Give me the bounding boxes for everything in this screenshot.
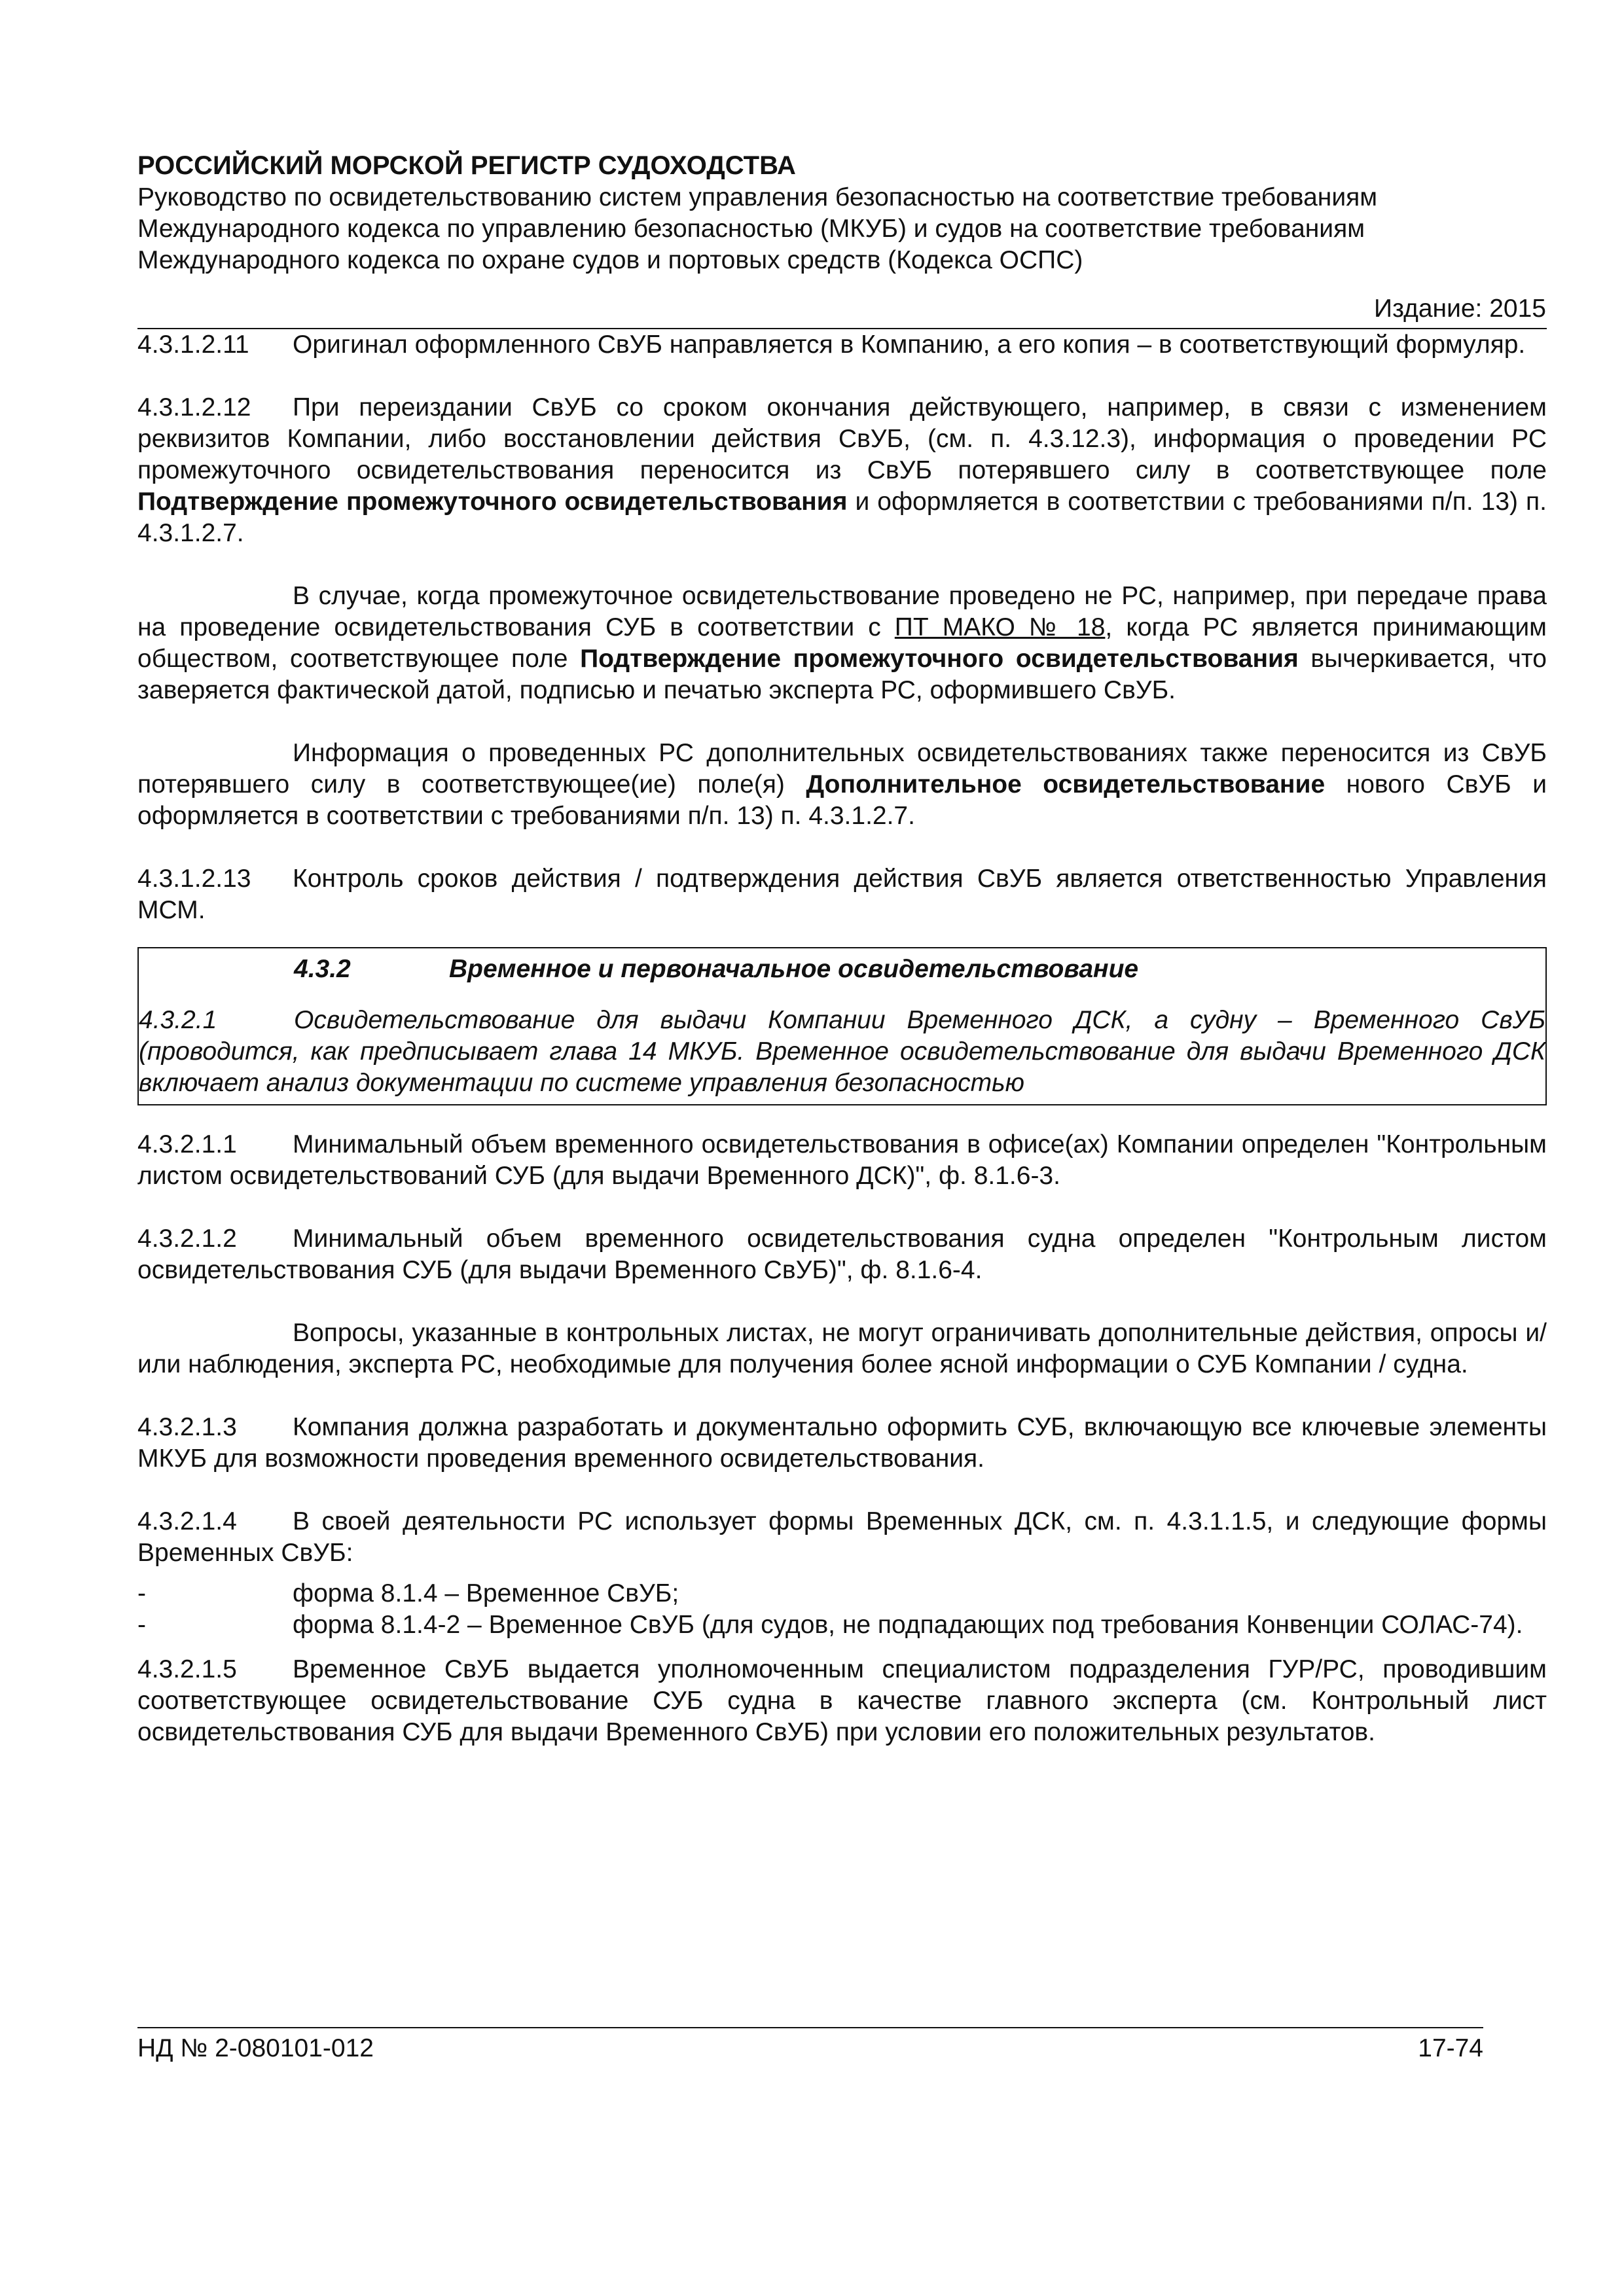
section-number: 4.3.2	[294, 955, 351, 983]
paragraph-text: Вопросы, указанные в контрольных листах, не могут ограничивать дополнительные действия, опросы и/или наблюдения, эксперта РС, необходимые для получения более ясной информации о СУБ Компании / судна.	[137, 1319, 1547, 1378]
paragraph-4-3-2-1-2	[137, 1223, 1547, 1286]
clause-number: 4.3.2.1	[139, 1006, 217, 1034]
paragraph-4-3-2-1-3	[137, 1412, 1547, 1475]
paragraph-text: вычеркивается, что заверяется фактической датой, подписью и печатью эксперта РС, оформившего СвУБ.	[137, 645, 1547, 704]
clause-text: Временное СвУБ выдается уполномоченным специалистом подразделения ГУР/РС, проводившим соответствующее освидетельствование СУБ судна в качестве главного эксперта (см. Контрольный лист освидетельствования СУБ для выдачи Временного СвУБ) при условии его положительных результатов.	[137, 1655, 1547, 1746]
paragraph-4-3-2-1-4	[137, 1506, 1547, 1569]
paragraph-checklist-questions	[137, 1318, 1547, 1380]
reference-link[interactable]: ПТ МАКО № 18	[894, 613, 1106, 641]
clause-text: Контроль сроков действия / подтверждения действия СвУБ является ответственностью Управления МСМ.	[137, 865, 1547, 924]
paragraph-4-3-1-2-12	[137, 392, 1547, 549]
list-item	[137, 1578, 1547, 1609]
paragraph-text: Информация о проведенных РС дополнительных освидетельствованиях также переносится из СвУБ потерявшего силу в соответствующее(ие) поле(я)	[137, 739, 1547, 798]
paragraph-additional-survey	[137, 738, 1547, 832]
list-item	[137, 1609, 1547, 1641]
clause-number: 4.3.1.2.11	[137, 331, 249, 359]
forms-list	[137, 1578, 1547, 1641]
paragraph-text: В случае, когда промежуточное освидетельствование проведено не РС, например, при передаче права на проведение освидетельствования СУБ в соответствии с	[137, 582, 1547, 641]
clause-text: и оформляется в соответствии с требованиями п/п. 13) п. 4.3.1.2.7.	[137, 488, 1547, 547]
list-bullet: -	[137, 1579, 146, 1607]
clause-number: 4.3.1.2.13	[137, 865, 251, 893]
edition-label: Издание: 2015	[1374, 295, 1546, 323]
clause-text: При переиздании СвУБ со сроком окончания действующего, например, в связи с изменением реквизитов Компании, либо восстановлении действия СвУБ, (см. п. 4.3.12.3), информация о проведении РС промежуточного освидетельствования переносится из СвУБ потерявшего силу в соответствующее поле	[137, 393, 1547, 484]
paragraph-4-3-2-1-1	[137, 1129, 1547, 1192]
document-header	[137, 149, 1545, 276]
header-subtitle-line-3: Международного кодекса по охране судов и портовых средств (Кодекса ОСПС)	[137, 246, 1083, 274]
field-name-bold: Дополнительное освидетельствование	[806, 770, 1326, 798]
paragraph-4-3-2-1-5	[137, 1654, 1547, 1748]
header-subtitle-line-2: Международного кодекса по управлению безопасностью (МКУБ) и судов на соответствие требованиям	[137, 215, 1365, 243]
field-name-bold: Подтверждение промежуточного освидетельствования	[137, 488, 848, 516]
clause-text: Минимальный объем временного освидетельствования судна определен "Контрольным листом освидетельствования СУБ (для выдачи Временного СвУБ)", ф. 8.1.6-4.	[137, 1225, 1547, 1284]
clause-number: 4.3.2.1.4	[137, 1507, 237, 1535]
clause-text: Оригинал оформленного СвУБ направляется в Компанию, а его копия – в соответствующий формуляр.	[293, 331, 1526, 359]
section-title-text: Временное и первоначальное освидетельствование	[449, 955, 1139, 983]
document-number: НД № 2-080101-012	[137, 2034, 374, 2062]
clause-number: 4.3.2.1.1	[137, 1130, 237, 1158]
clause-text: В своей деятельности РС использует формы Временных ДСК, см. п. 4.3.1.1.5, и следующие формы Временных СвУБ:	[137, 1507, 1547, 1567]
paragraph-4-3-2-1	[139, 1005, 1545, 1099]
paragraph-4-3-1-2-11	[137, 329, 1547, 361]
header-subtitle-line-1: Руководство по освидетельствованию систем управления безопасностью на соответствие требованиям	[137, 183, 1378, 211]
document-body	[137, 329, 1547, 1748]
section-4-3-2-box	[137, 947, 1547, 1105]
organization-name: РОССИЙСКИЙ МОРСКОЙ РЕГИСТР СУДОХОДСТВА	[137, 151, 796, 180]
list-item-text: форма 8.1.4-2 – Временное СвУБ (для судов, не подпадающих под требования Конвенции СОЛАС-74).	[293, 1611, 1523, 1639]
paragraph-text: , когда РС является принимающим обществом, соответствующее поле	[137, 613, 1547, 673]
paragraph-text: нового СвУБ и оформляется в соответствии с требованиями п/п. 13) п. 4.3.1.2.7.	[137, 770, 1547, 830]
clause-text: Компания должна разработать и документально оформить СУБ, включающую все ключевые элементы МКУБ для возможности проведения временного освидетельствования.	[137, 1413, 1547, 1473]
clause-text: Освидетельствование для выдачи Компании Временного ДСК, а судну – Временного СвУБ (проводится, как предписывает глава 14 МКУБ. Временное освидетельствование для выдачи Временного ДСК включает анализ документации по системе управления безопасностью	[139, 1006, 1545, 1097]
paragraph-intermediate-survey	[137, 581, 1547, 706]
section-title	[294, 954, 1545, 985]
field-name-bold: Подтверждение промежуточного освидетельствования	[580, 645, 1299, 673]
footer-divider	[137, 2027, 1483, 2028]
clause-number: 4.3.2.1.5	[137, 1655, 237, 1683]
clause-number: 4.3.2.1.2	[137, 1225, 237, 1253]
list-bullet: -	[137, 1611, 146, 1639]
list-item-text: форма 8.1.4 – Временное СвУБ;	[293, 1579, 679, 1607]
page-number: 17-74	[1418, 2034, 1483, 2062]
clause-number: 4.3.2.1.3	[137, 1413, 237, 1441]
clause-number: 4.3.1.2.12	[137, 393, 251, 422]
clause-text: Минимальный объем временного освидетельствования в офисе(ах) Компании определен "Контрольным листом освидетельствований СУБ (для выдачи Временного ДСК)", ф. 8.1.6-3.	[137, 1130, 1547, 1190]
paragraph-4-3-1-2-13	[137, 863, 1547, 926]
